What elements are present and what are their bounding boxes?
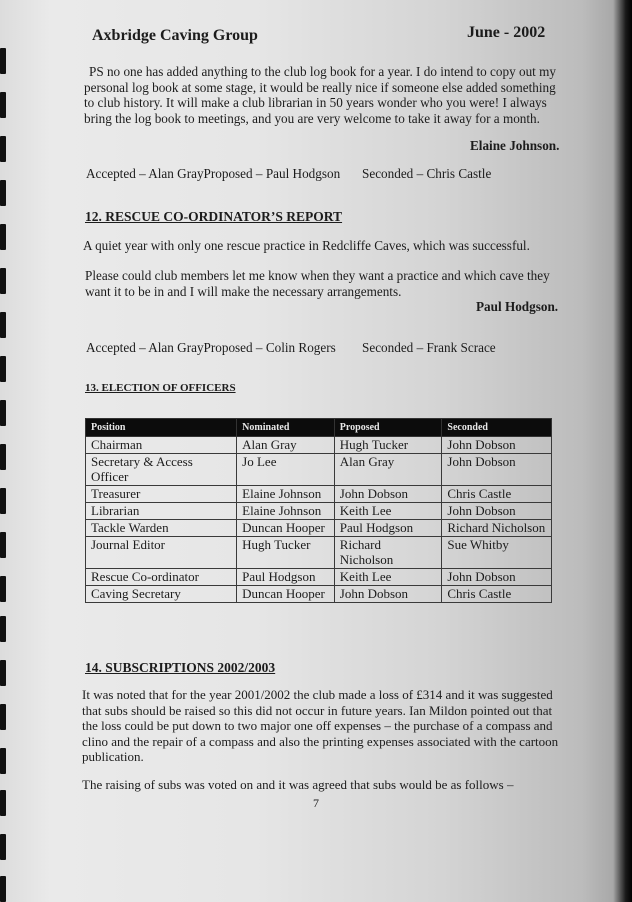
section-12-signature: Paul Hodgson. [476, 299, 559, 314]
page-number: 7 [313, 796, 319, 810]
table-cell: Duncan Hooper [237, 586, 335, 603]
column-header: Nominated [237, 419, 335, 437]
motion-seconded: Seconded – Chris Castle [362, 166, 492, 181]
binding-mark [0, 356, 6, 382]
binding-mark [0, 704, 6, 730]
table-cell: Jo Lee [237, 454, 335, 486]
table-cell: Richard Nicholson [442, 520, 552, 537]
table-cell: Keith Lee [334, 569, 442, 586]
table-cell: Alan Gray [237, 437, 335, 454]
table-cell: John Dobson [334, 486, 442, 503]
ps-note: PS no one has added anything to the club log book for a year. I do intend to copy out my personal log book at some stage, it would be really nice if someone else added something to club history. It will make a club librarian in 50 years wonder who you were! I always bring the log book to meetings, and you are very welcome to take it away for a month. [84, 64, 556, 126]
table-row [86, 503, 552, 520]
table-cell: Elaine Johnson [237, 486, 335, 503]
table-cell: John Dobson [442, 437, 552, 454]
binding-mark [0, 576, 6, 602]
table-row [86, 520, 552, 537]
binding-mark [0, 400, 6, 426]
binding-mark [0, 532, 6, 558]
table-cell: Secretary & Access Officer [86, 454, 237, 486]
club-name: Axbridge Caving Group [92, 27, 258, 44]
table-cell: Tackle Warden [86, 520, 237, 537]
table-cell: John Dobson [334, 586, 442, 603]
column-header: Position [86, 419, 237, 437]
table-cell: Duncan Hooper [237, 520, 335, 537]
column-header: Seconded [442, 419, 552, 437]
table-cell: Chairman [86, 437, 237, 454]
binding-mark [0, 790, 6, 816]
binding-mark [0, 616, 6, 642]
binding-mark [0, 488, 6, 514]
issue-date: June - 2002 [467, 24, 546, 41]
section-12-paragraph-2: Please could club members let me know when they want a practice and which cave they want it to be in and I will make the necessary arrangements. [85, 268, 550, 299]
column-header: Proposed [334, 419, 442, 437]
table-cell: Elaine Johnson [237, 503, 335, 520]
table-cell: Hugh Tucker [237, 537, 335, 569]
table-cell: Paul Hodgson [334, 520, 442, 537]
table-cell: Caving Secretary [86, 586, 237, 603]
binding-mark [0, 48, 6, 74]
table-cell: Paul Hodgson [237, 569, 335, 586]
table-cell: Sue Whitby [442, 537, 552, 569]
motion-seconded: Seconded – Frank Scrace [362, 340, 496, 355]
table-cell: Rescue Co-ordinator [86, 569, 237, 586]
binding-mark [0, 136, 6, 162]
binding-mark [0, 748, 6, 774]
binding-mark [0, 268, 6, 294]
table-cell: John Dobson [442, 569, 552, 586]
table-header-row [86, 419, 552, 437]
binding-mark [0, 224, 6, 250]
table-cell: Journal Editor [86, 537, 237, 569]
table-cell: John Dobson [442, 503, 552, 520]
motion-accepted-proposed: Accepted – Alan GrayProposed – Paul Hodgson [86, 166, 341, 181]
officers-table [85, 418, 552, 603]
table-row [86, 537, 552, 569]
table-row [86, 586, 552, 603]
section-12-paragraph-1: A quiet year with only one rescue practice in Redcliffe Caves, which was successful. [83, 238, 530, 253]
section-14-paragraph-2: The raising of subs was voted on and it was agreed that subs would be as follows – [82, 777, 514, 792]
binding-mark [0, 312, 6, 338]
binding-mark [0, 180, 6, 206]
table-cell: Keith Lee [334, 503, 442, 520]
table-cell: Chris Castle [442, 586, 552, 603]
binding-mark [0, 876, 6, 902]
binding-mark [0, 444, 6, 470]
section-14-paragraph-1: It was noted that for the year 2001/2002 the club made a loss of £314 and it was suggested that subs should be raised so this did not occur in future years. Ian Mildon pointed out that the loss could be put down to two major one off expenses – the purchase of a compass and clino and the repair of a compass and also the printing expenses associated with the cartoon publication. [82, 687, 559, 765]
motion-accepted [86, 166, 492, 182]
table-row [86, 486, 552, 503]
table-row [86, 569, 552, 586]
table-cell: Alan Gray [334, 454, 442, 486]
binding-mark [0, 92, 6, 118]
table-cell: Treasurer [86, 486, 237, 503]
motion-accepted-proposed: Accepted – Alan GrayProposed – Colin Rogers [86, 340, 336, 355]
table-cell: Richard Nicholson [334, 537, 442, 569]
table-cell: John Dobson [442, 454, 552, 486]
section-heading-14: 14. SUBSCRIPTIONS 2002/2003 [85, 660, 276, 675]
section-heading-13: 13. ELECTION OF OFFICERS [85, 382, 236, 394]
table-cell: Hugh Tucker [334, 437, 442, 454]
table-cell: Librarian [86, 503, 237, 520]
motion-accepted [86, 340, 496, 356]
table-cell: Chris Castle [442, 486, 552, 503]
table-row [86, 454, 552, 486]
section-heading-12: 12. RESCUE CO-ORDINATOR’S REPORT [85, 209, 343, 224]
table-row [86, 437, 552, 454]
binding-mark [0, 660, 6, 686]
ps-signature: Elaine Johnson. [470, 138, 560, 153]
binding-mark [0, 834, 6, 860]
